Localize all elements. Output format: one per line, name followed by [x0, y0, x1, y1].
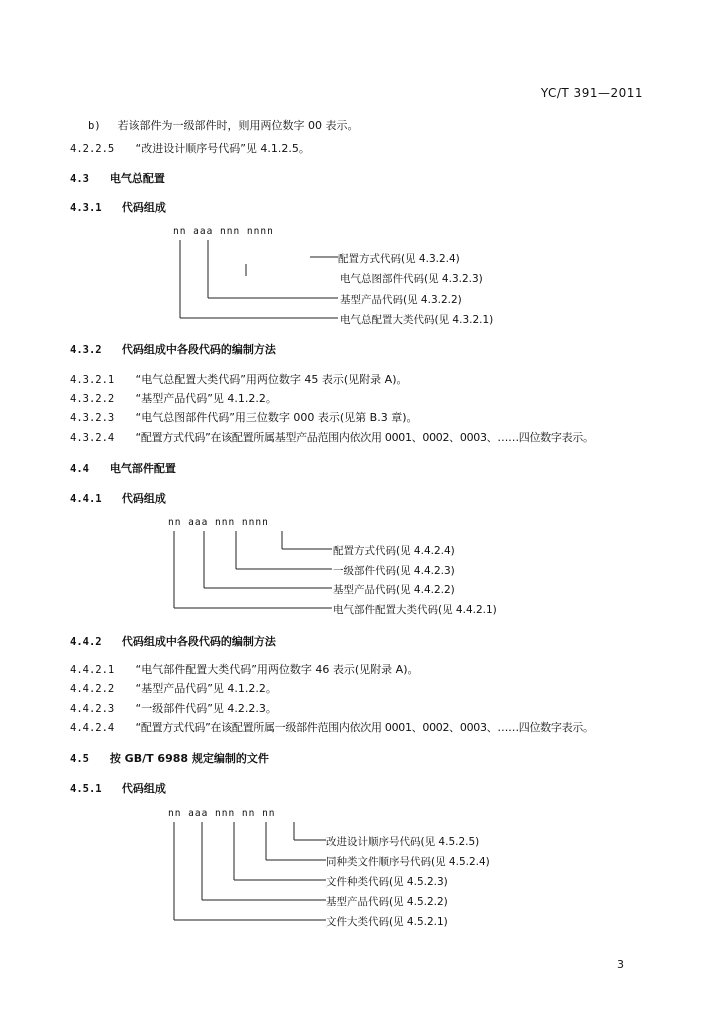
clause-number: 4.3.2.2: [70, 393, 115, 405]
diagram-label: 基型产品代码(见 4.4.2.2): [333, 584, 455, 596]
diagram-label: 改进设计顺序号代码(见 4.5.2.5): [326, 836, 480, 848]
code-pattern: nn aaa nnn nnnn: [168, 517, 269, 528]
diagram-label: 配置方式代码(见 4.4.2.4): [333, 545, 455, 557]
diagram-label: 一级部件代码(见 4.4.2.3): [333, 565, 455, 577]
diagram-label: 文件种类代码(见 4.5.2.3): [326, 876, 448, 888]
section-number: 4.4: [70, 463, 89, 475]
clause-number: 4.3.2.1: [70, 374, 115, 386]
section-title: 代码组成中各段代码的编制方法: [121, 635, 276, 648]
section-title: 按 GB/T 6988 规定编制的文件: [109, 752, 269, 765]
clause-4-4-2-3: [70, 700, 277, 716]
diagram-label: 配置方式代码(见 4.3.2.4): [338, 253, 460, 265]
section-heading-4-3-2: [70, 341, 276, 357]
clause-text: “改进设计顺序号代码”见 4.1.2.5。: [135, 142, 310, 155]
section-title: 代码组成: [121, 782, 166, 795]
code-structure-diagram-4-3: [170, 226, 570, 326]
section-heading-4-4: [70, 460, 176, 476]
clause-text: “一级部件代码”见 4.2.2.3。: [135, 702, 277, 715]
clause-4-4-2-2: [70, 680, 277, 696]
diagram-label: 基型产品代码(见 4.5.2.2): [326, 896, 448, 908]
section-heading-4-3-1: [70, 199, 166, 215]
clause-number: 4.3.2.4: [70, 432, 115, 444]
section-number: 4.5.1: [70, 783, 102, 795]
clause-4-3-2-1: [70, 371, 408, 387]
section-heading-4-4-1: [70, 490, 166, 506]
clause-number: 4.4.2.1: [70, 664, 115, 676]
clause-4-2-2-5: [70, 140, 310, 156]
clause-text: “基型产品代码”见 4.1.2.2。: [135, 682, 277, 695]
section-title: 电气部件配置: [109, 462, 176, 475]
section-heading-4-3: [70, 170, 165, 186]
section-title: 代码组成: [121, 201, 166, 214]
section-heading-4-4-2: [70, 633, 276, 649]
diagram-label: 电气总配置大类代码(见 4.3.2.1): [340, 314, 494, 326]
clause-4-4-2-1: [70, 661, 419, 677]
code-pattern: nn aaa nnn nnnn: [173, 226, 274, 237]
section-number: 4.3.1: [70, 202, 102, 214]
clause-number: 4.2.2.5: [70, 143, 115, 155]
diagram-label: 电气总图部件代码(见 4.3.2.3): [340, 273, 483, 285]
section-heading-4-5: [70, 750, 269, 766]
clause-4-4-2-4: [70, 719, 594, 735]
clause-text: “电气部件配置大类代码”用两位数字 46 表示(见附录 A)。: [135, 663, 419, 676]
section-heading-4-5-1: [70, 780, 166, 796]
clause-text: “配置方式代码”在该配置所属一级部件范围内依次用 0001、0002、0003、……四位数字表示。: [135, 721, 594, 734]
diagram-label: 电气部件配置大类代码(见 4.4.2.1): [333, 604, 497, 616]
section-title: 代码组成: [121, 492, 166, 505]
section-number: 4.3: [70, 173, 89, 185]
section-number: 4.5: [70, 753, 89, 765]
clause-number: 4.4.2.4: [70, 722, 115, 734]
diagram-label: 同种类文件顺序号代码(见 4.5.2.4): [326, 856, 490, 868]
clause-number: 4.4.2.3: [70, 703, 115, 715]
item-marker: b): [88, 120, 101, 132]
code-structure-diagram-4-4: [166, 517, 566, 617]
clause-4-3-2-2: [70, 390, 277, 406]
section-number: 4.4.1: [70, 493, 102, 505]
page-number: 3: [617, 958, 624, 971]
section-number: 4.4.2: [70, 636, 102, 648]
clause-text: “基型产品代码”见 4.1.2.2。: [135, 392, 277, 405]
diagram-label: 文件大类代码(见 4.5.2.1): [326, 916, 448, 928]
section-title: 代码组成中各段代码的编制方法: [121, 343, 276, 356]
diagram-label: 基型产品代码(见 4.3.2.2): [340, 294, 462, 306]
clause-number: 4.4.2.2: [70, 683, 115, 695]
document-code-header: YC/T 391—2011: [540, 86, 643, 100]
clause-text: “配置方式代码”在该配置所属基型产品范围内依次用 0001、0002、0003、……四位数字表示。: [135, 431, 594, 444]
clause-text: “电气总图部件代码”用三位数字 000 表示(见第 B.3 章)。: [135, 411, 418, 424]
section-number: 4.3.2: [70, 344, 102, 356]
clause-4-3-2-4: [70, 429, 594, 445]
code-pattern: nn aaa nnn nn nn: [168, 808, 276, 819]
code-structure-diagram-4-5: [166, 808, 566, 928]
list-item-b: [88, 117, 359, 133]
clause-text: “电气总配置大类代码”用两位数字 45 表示(见附录 A)。: [135, 373, 408, 386]
section-title: 电气总配置: [109, 172, 165, 185]
clause-number: 4.3.2.3: [70, 412, 115, 424]
item-text: 若该部件为一级部件时，则用两位数字 00 表示。: [117, 119, 359, 132]
clause-4-3-2-3: [70, 409, 418, 425]
